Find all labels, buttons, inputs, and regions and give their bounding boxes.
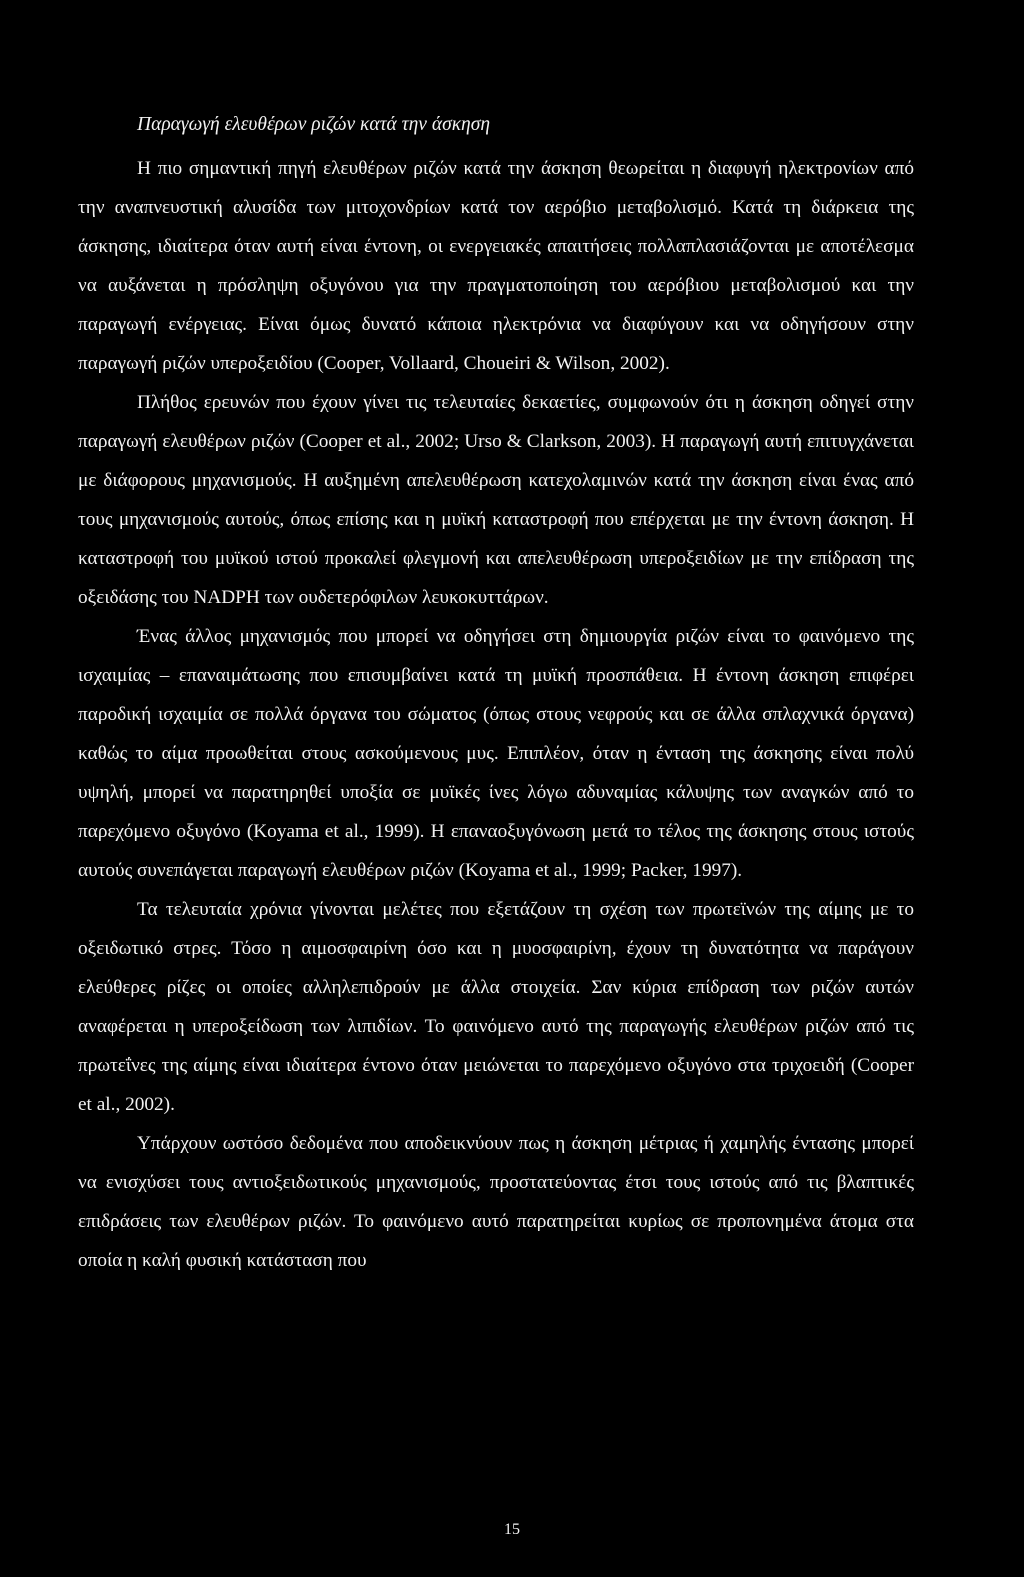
paragraph-electron-leakage: Η πιο σημαντική πηγή ελευθέρων ριζών κατά την άσκηση θεωρείται η διαφυγή ηλεκτρονίων από την αναπνευστική αλυσίδα των μιτοχονδρίων κατά τον αερόβιο μεταβολισμό. Κατά τη διάρκεια της άσκησης, ιδιαίτερα όταν αυτή είναι έντονη, οι ενεργειακές απαιτήσεις πολλαπλασιάζονται με αποτέλεσμα να αυξάνεται η πρόσληψη οξυγόνου για την πραγματοποίηση του αερόβιου μεταβολισμού και την παραγωγή ενέργειας. Είναι όμως δυνατό κάποια ηλεκτρόνια να διαφύγουν και να οδηγήσουν στην παραγωγή ριζών υπεροξειδίου (Cooper, Vollaard, Choueiri & Wilson, 2002).: [78, 158, 914, 374]
paragraph-heme-proteins: Τα τελευταία χρόνια γίνονται μελέτες που εξετάζουν τη σχέση των πρωτεϊνών της αίμης με το οξειδωτικό στρες. Τόσο η αιμοσφαιρίνη όσο και η μυοσφαιρίνη, έχουν τη δυνατότητα να παράγουν ελεύθερες ρίζες οι οποίες αλληλεπιδρούν με άλλα στοιχεία. Σαν κύρια επίδραση των ριζών αυτών αναφέρεται η υπεροξείδωση των λιπιδίων. Το φαινόμενο αυτό της παραγωγής ελευθέρων ριζών από τις πρωτεΐνες της αίμης είναι ιδιαίτερα έντονο όταν μειώνεται το παρεχόμενο οξυγόνο στα τριχοειδή (Cooper et al., 2002).: [78, 899, 914, 1115]
paragraph-exercise-mechanisms: Πλήθος ερευνών που έχουν γίνει τις τελευταίες δεκαετίες, συμφωνούν ότι η άσκηση οδηγεί στην παραγωγή ελευθέρων ριζών (Cooper et al., 2002; Urso & Clarkson, 2003). Η παραγωγή αυτή επιτυγχάνεται με διάφορους μηχανισμούς. Η αυξημένη απελευθέρωση κατεχολαμινών κατά την άσκηση είναι ένας από τους μηχανισμούς αυτούς, όπως επίσης και η μυϊκή καταστροφή που επέρχεται με την έντονη άσκηση. Η καταστροφή του μυϊκού ιστού προκαλεί φλεγμονή και απελευθέρωση υπεροξειδίων με την επίδραση της οξειδάσης του NADPH των ουδετερόφιλων λευκοκυττάρων.: [78, 392, 914, 608]
page-number: 15: [504, 1521, 520, 1538]
paragraph-moderate-exercise: Υπάρχουν ωστόσο δεδομένα που αποδεικνύουν πως η άσκηση μέτριας ή χαμηλής έντασης μπορεί να ενισχύσει τους αντιοξειδωτικούς μηχανισμούς, προστατεύοντας έτσι τους ιστούς από τις βλαπτικές επιδράσεις των ελευθέρων ριζών. Το φαινόμενο αυτό παρατηρείται κυρίως σε προπονημένα άτομα στα οποία η καλή φυσική κατάσταση που: [78, 1133, 914, 1271]
document-page: [78, 110, 914, 1280]
section-heading: Παραγωγή ελευθέρων ριζών κατά την άσκηση: [137, 114, 491, 135]
paragraph-ischemia-reperfusion: Ένας άλλος μηχανισμός που μπορεί να οδηγήσει στη δημιουργία ριζών είναι το φαινόμενο της ισχαιμίας – επαναιμάτωσης που επισυμβαίνει κατά τη μυϊκή προσπάθεια. Η έντονη άσκηση επιφέρει παροδική ισχαιμία σε πολλά όργανα του σώματος (όπως στους νεφρούς και σε άλλα σπλαχνικά όργανα) καθώς το αίμα προωθείται στους ασκούμενους μυς. Επιπλέον, όταν η ένταση της άσκησης είναι πολύ υψηλή, μπορεί να παρατηρηθεί υποξία σε μυϊκές ίνες λόγω αδυναμίας κάλυψης των αναγκών από το παρεχόμενο οξυγόνο (Koyama et al., 1999). Η επαναοξυγόνωση μετά το τέλος της άσκησης στους ιστούς αυτούς συνεπάγεται παραγωγή ελευθέρων ριζών (Koyama et al., 1999; Packer, 1997).: [78, 626, 914, 881]
